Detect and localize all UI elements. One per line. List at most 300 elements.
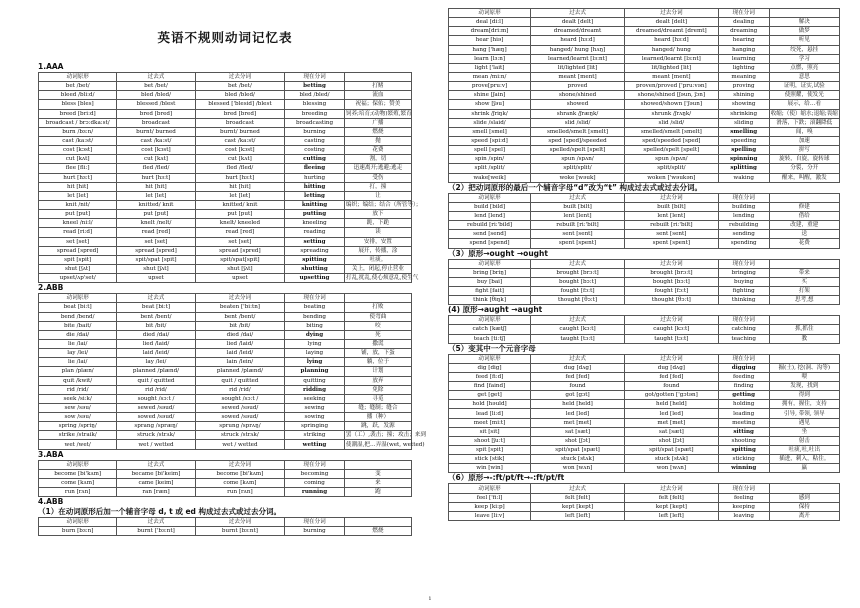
past-tense-cell: sat [sæt]: [531, 427, 625, 436]
header-cell: 现在分词: [718, 354, 769, 363]
meaning-cell: 感到: [769, 493, 839, 502]
meaning-cell: 带来: [769, 268, 839, 277]
past-tense-cell: held [held]: [531, 400, 625, 409]
base-form-cell: plan /plæn/: [39, 367, 117, 376]
meaning-cell: 打败: [344, 303, 411, 312]
past-tense-cell: built [bilt]: [531, 202, 625, 211]
table-row: [449, 45, 840, 54]
past-tense-cell: wet / wetted: [117, 440, 195, 449]
past-tense-cell: spelled/spelt [spelt]: [531, 146, 625, 155]
verb-table: [38, 72, 422, 283]
past-participle-cell: hit [hit]: [195, 182, 285, 191]
header-cell: 过去式: [117, 294, 195, 303]
table-row: [39, 422, 412, 431]
base-form-cell: spell [spel]: [449, 146, 531, 155]
past-tense-cell: bet /bet/: [117, 82, 195, 91]
present-participle-cell: planning: [285, 367, 345, 376]
verb-table: [448, 193, 840, 249]
present-participle-cell: hitting: [285, 182, 345, 191]
past-participle-cell: sped/speeded [sped]: [624, 136, 718, 145]
meaning-cell: 抓,抓住: [769, 325, 839, 334]
present-participle-cell: proving: [718, 82, 769, 91]
meaning-cell: 受伤: [344, 173, 411, 182]
present-participle-cell: sewing: [285, 403, 345, 412]
present-participle-cell: seeking: [285, 394, 345, 403]
base-form-cell: shrink /ʃriŋk/: [449, 109, 531, 118]
meaning-cell: 使潮湿,把…弄湿(wet, wetted): [345, 441, 425, 448]
meaning-cell: 来: [344, 478, 411, 487]
present-participle-cell: spitting: [718, 446, 769, 455]
header-cell: [769, 316, 839, 325]
table-row: [449, 109, 840, 118]
base-form-cell: win [win]: [449, 464, 531, 473]
past-tense-cell: ran [ræn]: [117, 488, 195, 497]
base-form-cell: bet /bet/: [39, 82, 117, 91]
table-row: [39, 394, 412, 403]
base-form-cell: lie /lai/: [39, 339, 117, 348]
present-participle-cell: getting: [718, 391, 769, 400]
meaning-cell: 花费: [769, 239, 839, 248]
section-heading: （6）原形→-:ft/pt/ft→-:ft/pt/ft: [448, 473, 565, 483]
meaning-cell: 咬: [344, 321, 411, 330]
table-row: [39, 136, 412, 145]
present-participle-cell: sitting: [718, 427, 769, 436]
table-row: [39, 146, 412, 155]
table-row: [449, 372, 840, 381]
meaning-cell: 闻，嗅: [769, 127, 839, 136]
past-participle-cell: meant [ment]: [624, 72, 718, 81]
past-participle-cell: beaten ['bi:tn]: [195, 303, 285, 312]
verb-table: [448, 354, 840, 474]
past-participle-cell: met [met]: [624, 418, 718, 427]
table-row: [449, 334, 840, 343]
past-tense-cell: kept [kept]: [531, 502, 625, 511]
present-participle-cell: dealing: [718, 18, 769, 27]
present-participle-cell: building: [718, 202, 769, 211]
table-row: [449, 325, 840, 334]
header-cell: [769, 484, 839, 493]
table-header-row: [449, 193, 840, 202]
table-header-row: [39, 73, 412, 82]
header-cell: [769, 259, 839, 268]
present-participle-cell: keeping: [718, 502, 769, 511]
meaning-cell: 寻觅: [344, 394, 411, 403]
present-participle-cell: costing: [285, 146, 345, 155]
base-form-cell: bend /bend/: [39, 312, 117, 321]
base-form-cell: rebuild [ri:'bild]: [449, 221, 531, 230]
present-participle-cell: spelling: [718, 146, 769, 155]
header-cell: 动词原形: [39, 518, 117, 527]
past-participle-cell: sat [sæt]: [624, 427, 718, 436]
meaning-cell: 躺，位于: [344, 358, 411, 367]
present-participle-cell: dying: [285, 330, 345, 339]
base-form-cell: lie /lai/: [39, 358, 117, 367]
past-participle-cell: spit/spat[spit]: [195, 255, 285, 264]
past-participle-cell: rebuilt [ri:'bilt]: [624, 221, 718, 230]
verb-table: [448, 8, 840, 183]
table-row: [39, 228, 412, 237]
meaning-cell: 引导, 带领, 领导: [769, 409, 839, 418]
past-tense-cell: stuck [stʌk]: [531, 455, 625, 464]
table-row: [449, 146, 840, 155]
meaning-cell: 教: [769, 334, 839, 343]
past-participle-cell: woken ['wəukən]: [624, 173, 718, 182]
header-cell: 现在分词: [718, 9, 769, 18]
header-cell: 过去分词: [624, 354, 718, 363]
table-header-row: [449, 484, 840, 493]
past-participle-cell: spread [spred]: [195, 246, 285, 255]
table-row: [449, 27, 840, 36]
past-tense-cell: bought [bɔ:t]: [531, 277, 625, 286]
table-row: [39, 91, 412, 100]
present-participle-cell: putting: [285, 210, 345, 219]
page-number: 1: [428, 596, 432, 602]
past-participle-cell: shot [ʃɔt]: [624, 436, 718, 445]
base-form-cell: lend [lend]: [449, 211, 531, 220]
base-form-cell: mean /mi:n/: [449, 72, 531, 81]
past-tense-cell: hurt [hɜ:t]: [117, 173, 195, 182]
header-cell: 过去分词: [624, 9, 718, 18]
table-row: [39, 237, 412, 246]
past-tense-cell: cost [kɔst]: [117, 146, 195, 155]
base-form-cell: burn [bɜ:n]: [39, 527, 117, 536]
base-form-cell: lead [li:d]: [449, 409, 531, 418]
present-participle-cell: shrinking: [718, 109, 769, 118]
past-participle-cell: dreamed/dreamt [dremt]: [624, 27, 718, 36]
header-cell: [344, 294, 411, 303]
past-tense-cell: cast /ka:st/: [117, 136, 195, 145]
base-form-cell: broadcast / brɔ:dka:st/: [39, 118, 117, 127]
past-tense-cell: lied /laid/: [117, 339, 195, 348]
past-participle-cell: become [bi'kʌm]: [195, 469, 285, 478]
table-row: [449, 82, 840, 91]
header-cell: 过去式: [531, 259, 625, 268]
past-tense-cell: rid /rid/: [117, 385, 195, 394]
past-tense-cell: fought [fɔ:t]: [531, 286, 625, 295]
meaning-cell: 展示，给…看: [769, 100, 839, 109]
table-row: [449, 427, 840, 436]
meaning-cell: 编织；编结；结合（所管等）；: [345, 202, 422, 209]
table-row: [39, 469, 412, 478]
meaning-cell: 听见: [769, 36, 839, 45]
header-cell: [344, 518, 411, 527]
meaning-cell: 保持: [769, 502, 839, 511]
header-cell: 过去式: [531, 354, 625, 363]
past-participle-cell: spit/spat [spæt]: [624, 446, 718, 455]
base-form-cell: let [let]: [39, 191, 117, 200]
table-row: [449, 221, 840, 230]
present-participle-cell: buying: [718, 277, 769, 286]
past-tense-cell: died /dai/: [117, 330, 195, 339]
present-participle-cell: sending: [718, 230, 769, 239]
past-participle-cell: run [rʌn]: [195, 488, 285, 497]
table-row: [449, 36, 840, 45]
table-row: [39, 349, 412, 358]
table-row: [449, 277, 840, 286]
meaning-cell: 坐: [769, 427, 839, 436]
past-tense-cell: caught [kɔ:t]: [531, 325, 625, 334]
meaning-cell: 铺，放，下蛋: [344, 349, 411, 358]
meaning-cell: 读: [344, 228, 411, 237]
table-row: [39, 376, 412, 385]
header-cell: 现在分词: [285, 294, 345, 303]
past-participle-cell: knelt/ kneeled: [195, 219, 285, 228]
section-heading: 1.AAA: [38, 62, 64, 71]
header-cell: 过去式: [117, 73, 195, 82]
base-form-cell: spit [spit]: [39, 255, 117, 264]
past-participle-cell: spun /spʌn/: [624, 155, 718, 164]
header-cell: 过去式: [117, 518, 195, 527]
table-row: [39, 413, 412, 422]
base-form-cell: get [get]: [449, 391, 531, 400]
past-tense-cell: sought /sɔ:t /: [117, 394, 195, 403]
past-participle-cell: planned /plænd/: [195, 367, 285, 376]
table-header-row: [39, 460, 412, 469]
header-cell: 现在分词: [718, 484, 769, 493]
meaning-cell: 滑落，下跌；滚翻降低: [769, 118, 839, 127]
base-form-cell: bite /bait/: [39, 321, 117, 330]
meaning-cell: 掘(土), 挖(洞、沟等): [769, 363, 839, 372]
present-participle-cell: showing: [718, 100, 769, 109]
base-form-cell: feed [fi:d]: [449, 372, 531, 381]
meaning-cell: 使弯曲: [344, 312, 411, 321]
past-tense-cell: read [red]: [117, 228, 195, 237]
present-participle-cell: laying: [285, 349, 345, 358]
past-participle-cell: lit/lighted [lit]: [624, 63, 718, 72]
base-form-cell: feel ['fi:l]: [449, 493, 531, 502]
base-form-cell: become [bi'kʌm]: [39, 469, 117, 478]
past-participle-cell: read [red]: [195, 228, 285, 237]
header-cell: [769, 9, 839, 18]
verb-table: [448, 259, 840, 306]
table-row: [39, 478, 412, 487]
present-participle-cell: meeting: [718, 418, 769, 427]
meaning-cell: 吐痰,吐,吐出: [769, 446, 839, 455]
past-tense-cell: bred [bred]: [117, 109, 195, 118]
base-form-cell: find [faind]: [449, 382, 531, 391]
meaning-cell: 拥有，握住，支持: [769, 400, 839, 409]
present-participle-cell: spending: [718, 239, 769, 248]
past-participle-cell: rid /rid/: [195, 385, 285, 394]
table-row: [39, 330, 412, 339]
base-form-cell: smell [smel]: [449, 127, 531, 136]
past-participle-cell: knitted/ knit: [195, 200, 285, 209]
meaning-cell: 缝；缝制；缝合: [344, 403, 411, 412]
table-row: [39, 173, 412, 182]
meaning-cell: 打赌: [344, 82, 411, 91]
past-tense-cell: bit /bit/: [117, 321, 195, 330]
past-tense-cell: hanged/ hung [hʌŋ]: [531, 45, 625, 54]
past-tense-cell: sped [sped]/speeded: [531, 136, 625, 145]
header-cell: 过去分词: [195, 460, 285, 469]
present-participle-cell: speeding: [718, 136, 769, 145]
header-cell: [344, 460, 411, 469]
past-participle-cell: led [led]: [624, 409, 718, 418]
meaning-cell: 罢（工）,袭击；撞；攻击；来到: [345, 432, 426, 439]
base-form-cell: upset/ʌp'set/: [39, 274, 117, 283]
table-row: [449, 455, 840, 464]
past-tense-cell: meant [ment]: [531, 72, 625, 81]
meaning-cell: 离开: [769, 511, 839, 520]
past-tense-cell: felt [felt]: [531, 493, 625, 502]
meaning-cell: 发现，找到: [769, 382, 839, 391]
table-row: [39, 431, 412, 440]
meaning-cell: 点燃，照亮: [769, 63, 839, 72]
table-row: [449, 202, 840, 211]
header-cell: 过去式: [531, 316, 625, 325]
past-tense-cell: learned/learnt [lɜ:nt]: [531, 54, 625, 63]
meaning-cell: 跳，跃，发源: [344, 422, 411, 431]
past-tense-cell: laid /leid/: [117, 349, 195, 358]
past-participle-cell: split/split/: [624, 164, 718, 173]
present-participle-cell: biting: [285, 321, 345, 330]
table-row: [449, 72, 840, 81]
table-row: [449, 382, 840, 391]
table-row: [449, 391, 840, 400]
past-tense-cell: spit/spat [spæt]: [531, 446, 625, 455]
base-form-cell: dream[dri:m]: [449, 27, 531, 36]
present-participle-cell: knitting: [285, 200, 345, 209]
table-row: [449, 296, 840, 305]
table-row: [39, 303, 412, 312]
meaning-cell: 跪，下跪: [344, 219, 411, 228]
past-tense-cell: lay /lei/: [117, 358, 195, 367]
verb-table: [448, 315, 840, 343]
past-tense-cell: slid /slid/: [531, 118, 625, 127]
table-row: [39, 403, 412, 412]
past-participle-cell: dealt [delt]: [624, 18, 718, 27]
table-row: [449, 502, 840, 511]
present-participle-cell: feeding: [718, 372, 769, 381]
past-tense-cell: cut [kʌt]: [117, 155, 195, 164]
past-participle-cell: brought [brɔ:t]: [624, 268, 718, 277]
base-form-cell: sow /səu/: [39, 413, 117, 422]
base-form-cell: shoot [ʃu:t]: [449, 436, 531, 445]
table-row: [39, 118, 412, 127]
past-participle-cell: spent [spent]: [624, 239, 718, 248]
present-participle-cell: winning: [718, 464, 769, 473]
present-participle-cell: finding: [718, 382, 769, 391]
past-participle-cell: struck /strʌk/: [195, 431, 285, 440]
present-participle-cell: catching: [718, 325, 769, 334]
meaning-cell: 拼写: [769, 146, 839, 155]
past-tense-cell: dealt [delt]: [531, 18, 625, 27]
meaning-cell: 死: [344, 330, 411, 339]
present-participle-cell: sticking: [718, 455, 769, 464]
past-tense-cell: burnt/ burned: [117, 127, 195, 136]
meaning-cell: 得到: [769, 391, 839, 400]
past-participle-cell: quit / quitted: [195, 376, 285, 385]
present-participle-cell: feeling: [718, 493, 769, 502]
meaning-cell: 收缩;（使）缩水;退缩;畏缩: [770, 110, 838, 117]
base-form-cell: cast /ka:st/: [39, 136, 117, 145]
meaning-cell: 做梦: [769, 27, 839, 36]
present-participle-cell: blessing: [285, 100, 345, 109]
present-participle-cell: kneeling: [285, 219, 345, 228]
table-row: [39, 210, 412, 219]
past-participle-cell: shut [ʃʌt]: [195, 264, 285, 273]
header-cell: 过去分词: [624, 193, 718, 202]
past-participle-cell: bred [bred]: [195, 109, 285, 118]
header-cell: 现在分词: [718, 193, 769, 202]
base-form-cell: seek /si:k/: [39, 394, 117, 403]
present-participle-cell: bringing: [718, 268, 769, 277]
present-participle-cell: fleeing: [285, 164, 345, 173]
meaning-cell: 加速: [769, 136, 839, 145]
meaning-cell: 放下: [344, 210, 411, 219]
table-header-row: [449, 259, 840, 268]
present-participle-cell: ridding: [285, 385, 345, 394]
past-participle-cell: held [held]: [624, 400, 718, 409]
present-participle-cell: digging: [718, 363, 769, 372]
header-cell: 过去分词: [624, 484, 718, 493]
base-form-cell: put [put]: [39, 210, 117, 219]
base-form-cell: spit [spit]: [449, 446, 531, 455]
meaning-cell: 意思: [769, 72, 839, 81]
base-form-cell: bring [briŋ]: [449, 268, 531, 277]
past-participle-cell: dug [dʌg]: [624, 363, 718, 372]
past-tense-cell: shrank /ʃræŋk/: [531, 109, 625, 118]
base-form-cell: stick [stik]: [449, 455, 531, 464]
past-tense-cell: hit [hit]: [117, 182, 195, 191]
base-form-cell: build [bild]: [449, 202, 531, 211]
base-form-cell: kneel /ni:l/: [39, 219, 117, 228]
base-form-cell: learn [lɜ:n]: [449, 54, 531, 63]
meaning-cell: 饲养;培育;(动物)繁殖,繁育: [345, 110, 412, 117]
present-participle-cell: shooting: [718, 436, 769, 445]
table-row: [39, 440, 412, 449]
past-tense-cell: sprang /spræŋ/: [117, 422, 195, 431]
past-tense-cell: smelled/smelt [smelt]: [531, 127, 625, 136]
meaning-cell: 跑: [344, 488, 411, 497]
past-participle-cell: bent /bent/: [195, 312, 285, 321]
table-row: [449, 211, 840, 220]
present-participle-cell: coming: [285, 478, 345, 487]
past-tense-cell: became [bi'keim]: [117, 469, 195, 478]
base-form-cell: hit [hit]: [39, 182, 117, 191]
table-row: [449, 286, 840, 295]
past-participle-cell: won [wʌn]: [624, 464, 718, 473]
past-participle-cell: caught [kɔ:t]: [624, 325, 718, 334]
table-header-row: [39, 518, 412, 527]
meaning-cell: 迅速离开;逃避;逃走: [344, 164, 411, 173]
past-participle-cell: learned/learnt [lɜ:nt]: [624, 54, 718, 63]
base-form-cell: burn /bɜ:n/: [39, 127, 117, 136]
table-row: [449, 136, 840, 145]
section-heading: 2.ABB: [38, 283, 64, 293]
base-form-cell: dig [dig]: [449, 363, 531, 372]
past-tense-cell: spent [spent]: [531, 239, 625, 248]
verb-table: [38, 460, 412, 498]
base-form-cell: wake[weik]: [449, 173, 531, 182]
past-participle-cell: let [let]: [195, 191, 285, 200]
table-row: [449, 446, 840, 455]
present-participle-cell: springing: [285, 422, 345, 431]
past-tense-cell: struck /strʌk/: [117, 431, 195, 440]
base-form-cell: read [ri:d]: [39, 228, 117, 237]
present-participle-cell: betting: [285, 82, 345, 91]
past-participle-cell: laid /leid/: [195, 349, 285, 358]
past-participle-cell: burnt [bɜ:nt]: [195, 527, 285, 536]
past-tense-cell: bled /bled/: [117, 91, 195, 100]
header-cell: 过去分词: [195, 294, 285, 303]
past-tense-cell: split/split/: [531, 164, 625, 173]
meaning-cell: 解决: [769, 18, 839, 27]
table-header-row: [449, 354, 840, 363]
meaning-cell: 送: [769, 230, 839, 239]
header-cell: 动词原形: [39, 73, 117, 82]
past-tense-cell: let [let]: [117, 191, 195, 200]
